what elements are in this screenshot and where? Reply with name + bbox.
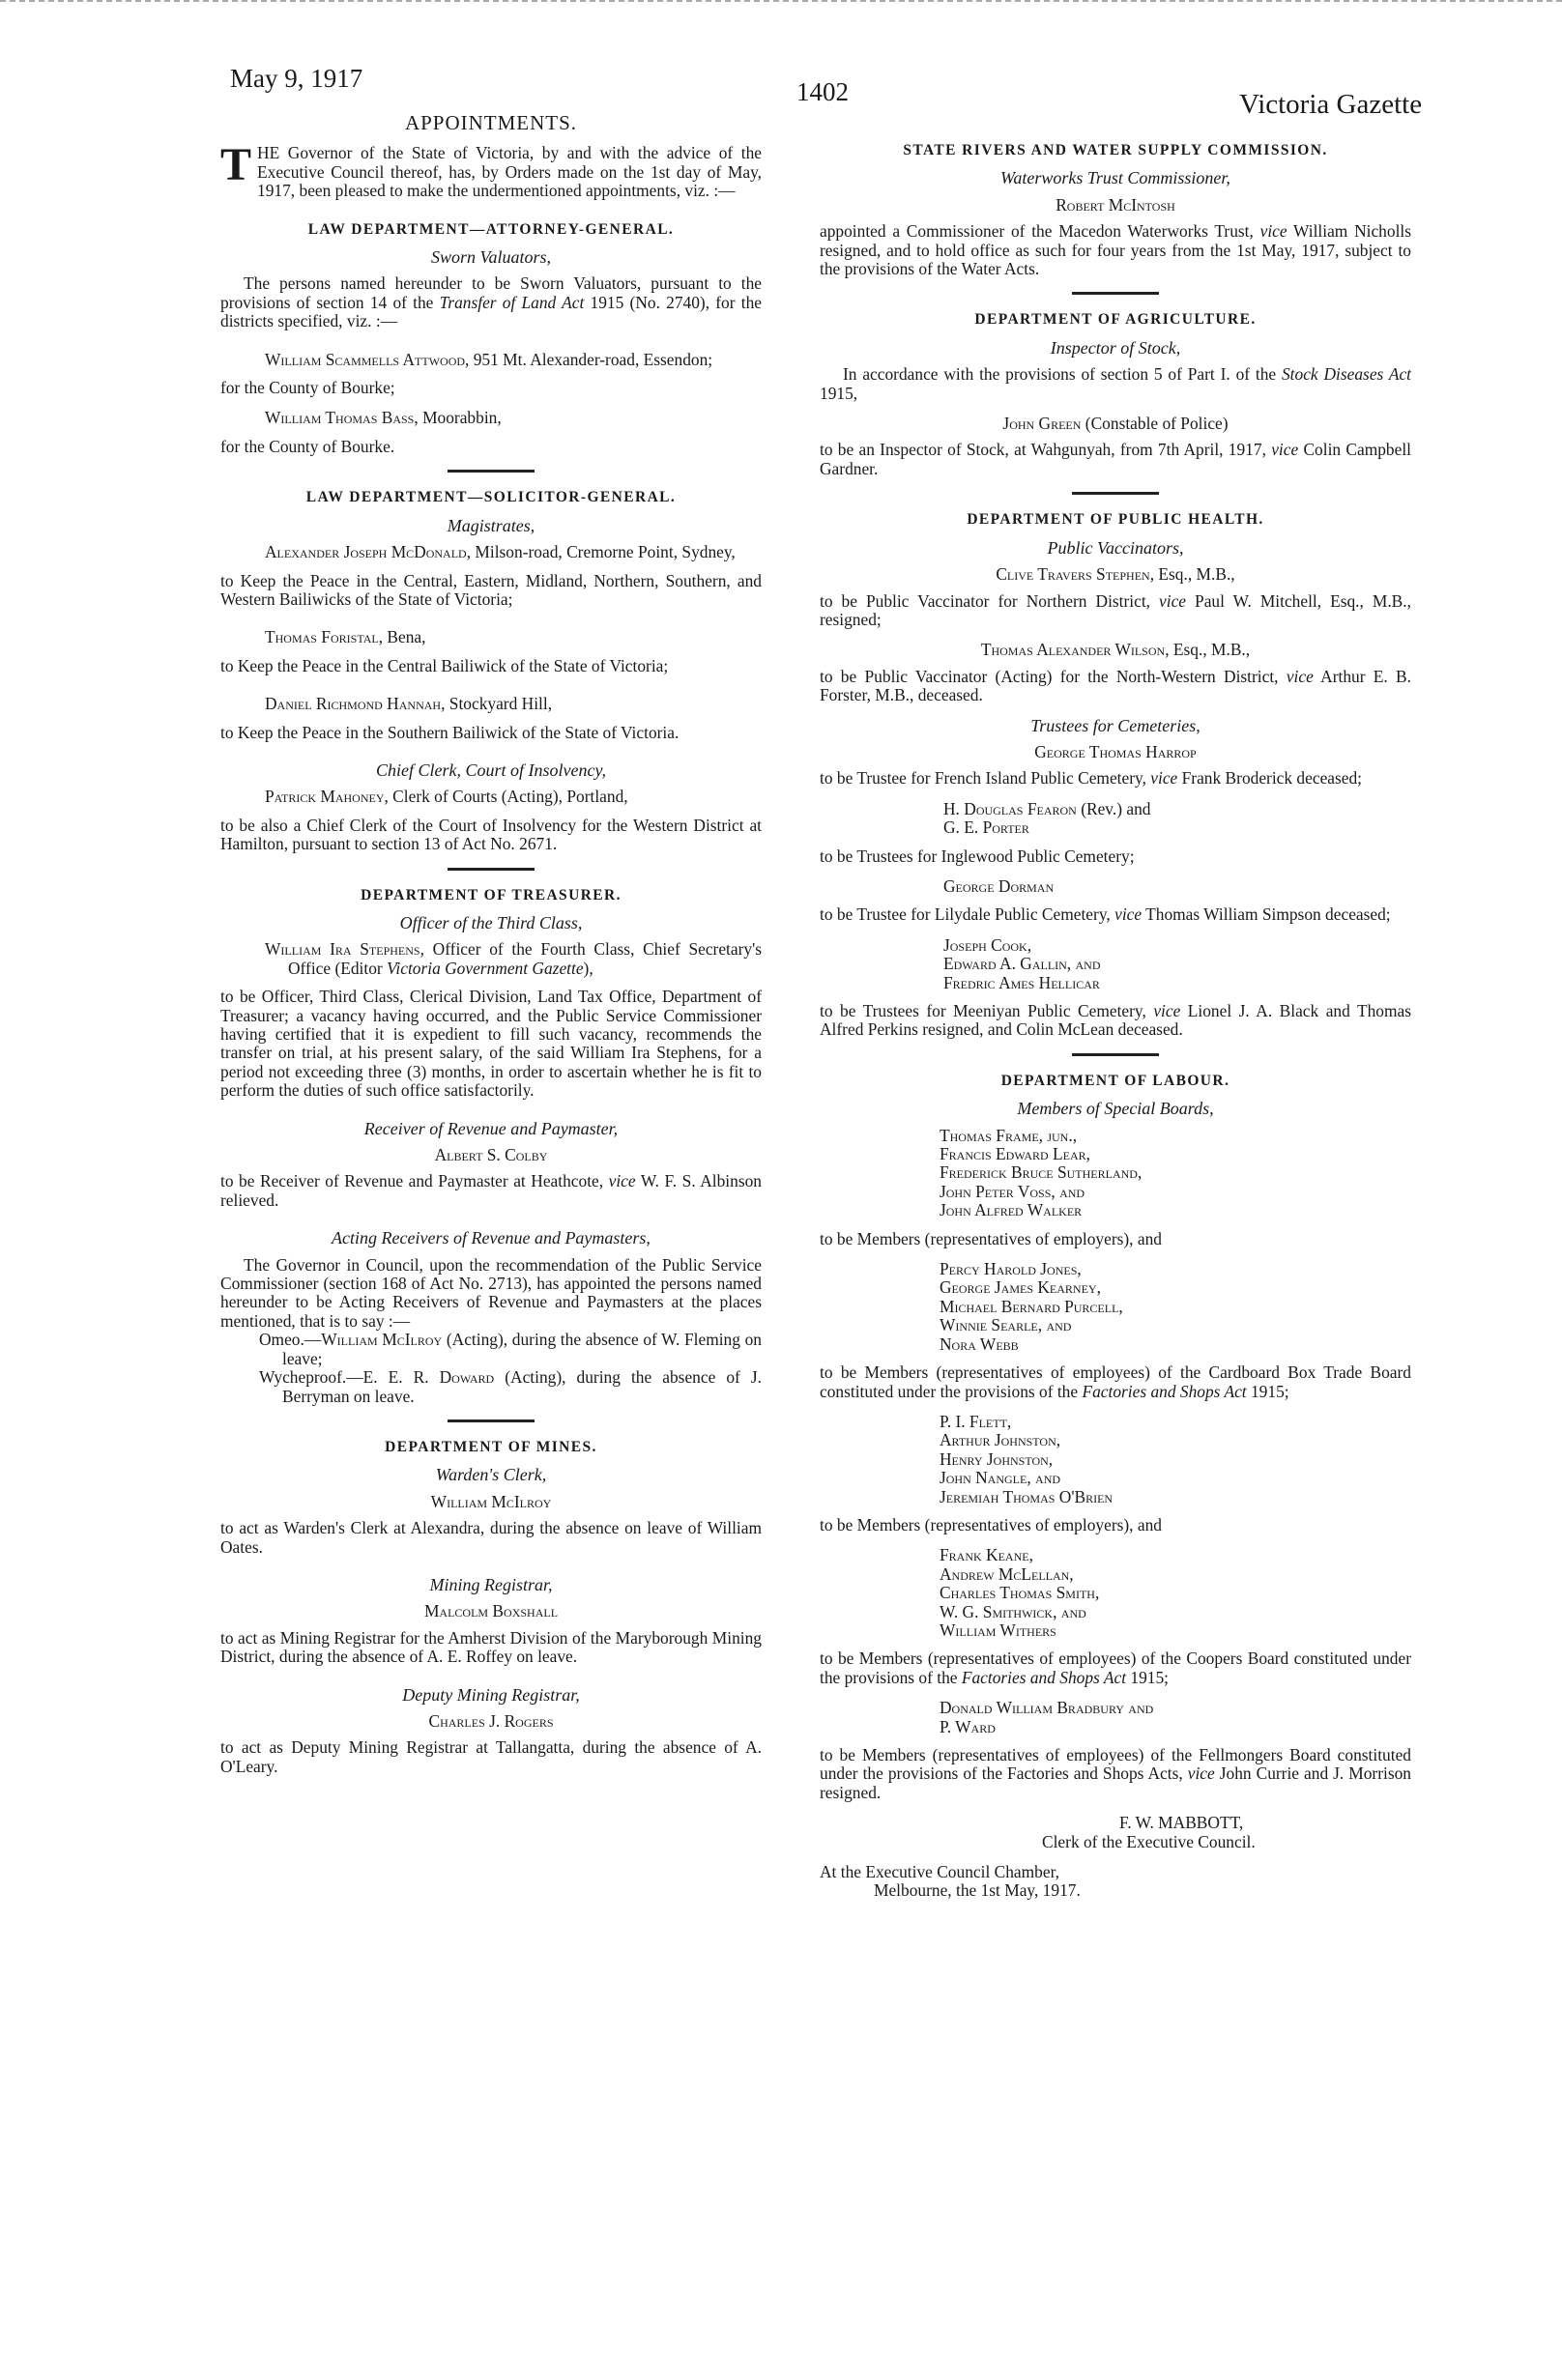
sub-acting-receivers: Acting Receivers of Revenue and Paymasters, (332, 1228, 651, 1248)
dept-solicitor-general: LAW DEPARTMENT—SOLICITOR-GENERAL. (305, 489, 677, 506)
inglewood-names: H. Douglas Fearon (Rev.) and G. E. Porter (943, 798, 1151, 838)
appointee-rogers: Charles J. Rogers (428, 1710, 554, 1731)
sub-receiver: Receiver of Revenue and Paymaster, (363, 1118, 619, 1138)
harrop-text: to be Trustee for French Island Public Cemetery, vice Frank Broderick deceased; (820, 768, 1363, 789)
group5-text: to be Members (representatives of employees) of the Fellmongers Board constituted under the provisions of the Factories and Shops Acts, vice John Currie and J. Morrison resigned. (820, 1745, 1411, 1802)
left-column (220, 111, 762, 1776)
appointee-mcilroy: William McIlroy (430, 1491, 552, 1511)
hannah-text: to Keep the Peace in the Southern Bailiwick of the State of Victoria. (220, 722, 680, 742)
sub-third-class: Officer of the Third Class, (399, 912, 583, 932)
stephens-text: to be Officer, Third Class, Clerical Division, Land Tax Office, Department of Treasurer; a vacancy having occurred, and the Public Service Commissioner having certified that it is expedient to fill such vacancy, recommends the transfer on trial, at his present salary, of the said William Ira Stephens, for a period not exceeding three (3) months, in order to ascertain whether he is fit to perform the duties of such office satisfactorily. (220, 987, 762, 1101)
mcintosh-text: appointed a Commissioner of the Macedon Waterworks Trust, vice William Nicholls resigned, and to hold office as such for four years from the 1st May, 1917, subject to the provisions of the Water Acts. (820, 221, 1411, 279)
appointee-colby: Albert S. Colby (434, 1145, 548, 1165)
signatory-role: Clerk of the Executive Council. (1042, 1831, 1256, 1851)
group5-names: Donald William Bradbury and P. Ward (940, 1698, 1154, 1736)
intro-paragraph: THE Governor of the State of Victoria, by and with the advice of the Executive Council thereof, has, by Orders made on the 1st day of May, 1917, been pleased to make the undermentioned appointments, viz. :— (220, 139, 762, 201)
appointee-mcdonald: Alexander Joseph McDonald, Milson-road, Cremorne Point, Sydney, (265, 542, 736, 562)
dept-treasurer: DEPARTMENT OF TREASURER. (361, 886, 622, 903)
group2-names: Percy Harold Jones, George James Kearney, Michael Bernard Purcell, Winnie Searle, and Nora Webb (940, 1259, 1123, 1354)
sub-mining-registrar: Mining Registrar, (429, 1574, 553, 1594)
appointments-heading: APPOINTMENTS. (404, 111, 578, 134)
appointee-harrop: George Thomas Harrop (1034, 741, 1197, 761)
group4-names: Frank Keane, Andrew McLellan, Charles Thomas Smith, W. G. Smithwick, and William Withers (940, 1545, 1100, 1640)
mcdonald-text: to Keep the Peace in the Central, Eastern, Midland, Northern, Southern, and Western Bailiwicks of the State of Victoria; (220, 570, 762, 609)
appointee-stephens: William Ira Stephens, Officer of the Fourth Class, Chief Secretary's Office (Editor Victoria Government Gazette), (265, 939, 762, 978)
section-divider (1072, 1053, 1159, 1056)
section-divider (448, 1419, 535, 1422)
appointee-bass: William Thomas Bass, Moorabbin, (265, 408, 502, 428)
dept-state-rivers: STATE RIVERS AND WATER SUPPLY COMMISSION. (903, 142, 1328, 158)
boxshall-text: to act as Mining Registrar for the Amherst Division of the Maryborough Mining District, during the absence of A. E. Roffey on leave. (220, 1627, 762, 1667)
dept-mines: DEPARTMENT OF MINES. (385, 1438, 597, 1455)
stephen-text: to be Public Vaccinator for Northern District, vice Paul W. Mitchell, Esq., M.B., resigned; (820, 590, 1411, 629)
drop-cap: T (220, 139, 252, 191)
header-date: May 9, 1917 (230, 64, 363, 93)
meeniyan-text: to be Trustees for Meeniyan Public Cemetery, vice Lionel J. A. Black and Thomas Alfred Perkins resigned, and Colin McLean deceased. (820, 1001, 1411, 1040)
sub-magistrates: Magistrates, (447, 515, 535, 535)
sub-inspector-stock: Inspector of Stock, (1050, 337, 1181, 358)
sub-wardens-clerk: Warden's Clerk, (435, 1465, 547, 1485)
colby-text: to be Receiver of Revenue and Paymaster at Heathcote, vice W. F. S. Albinson relieved. (220, 1171, 762, 1210)
mahoney-text: to be also a Chief Clerk of the Court of Insolvency for the Western District at Hamilton, pursuant to section 13 of Act No. 2671. (220, 815, 762, 854)
meeniyan-names: Joseph Cook, Edward A. Gallin, and Fredric Ames Hellicar (943, 934, 1101, 992)
foristal-text: to Keep the Peace in the Central Bailiwick of the State of Victoria; (220, 655, 669, 675)
acting-receivers-text: The Governor in Council, upon the recommendation of the Public Service Commissioner (section 168 of Act No. 2713), has appointed the persons named hereunder to be Acting Receivers of Revenue and Paymasters at the places mentioned, that is to say :— (220, 1254, 762, 1331)
appointee-boxshall: Malcolm Boxshall (423, 1601, 559, 1621)
group1-names: Thomas Frame, jun., Francis Edward Lear, Frederick Bruce Sutherland, John Peter Voss, and John Alfred Walker (940, 1125, 1143, 1220)
sub-sworn-valuators: Sworn Valuators, (430, 247, 552, 268)
section-divider (1072, 292, 1159, 295)
sub-waterworks: Waterworks Trust Commissioner, (1000, 168, 1230, 188)
appointee-mahoney: Patrick Mahoney, Clerk of Courts (Acting), Portland, (265, 787, 628, 807)
stock-intro: In accordance with the provisions of section 5 of Part I. of the Stock Diseases Act 1915, (820, 364, 1412, 403)
appointee-stephen: Clive Travers Stephen, Esq., M.B., (996, 564, 1235, 585)
wilson-text: to be Public Vaccinator (Acting) for the North-Western District, vice Arthur E. B. Forster, M.B., deceased. (820, 666, 1411, 705)
appointee-green: John Green (Constable of Police) (1002, 414, 1229, 434)
appointee-dorman: George Dorman (943, 875, 1055, 896)
sub-chief-clerk: Chief Clerk, Court of Insolvency, (376, 760, 606, 780)
group3-names: P. I. Flett, Arthur Johnston, Henry Johnston, John Nangle, and Jeremiah Thomas O'Brien (940, 1411, 1114, 1506)
appointee-wilson: Thomas Alexander Wilson, Esq., M.B., (980, 640, 1251, 660)
inglewood-text: to be Trustees for Inglewood Public Cemetery; (820, 846, 1135, 866)
dept-labour: DEPARTMENT OF LABOUR. (1000, 1072, 1230, 1089)
mcilroy-text: to act as Warden's Clerk at Alexandra, during the absence on leave of William Oates. (220, 1518, 762, 1557)
appointee-foristal: Thomas Foristal, Bena, (265, 627, 426, 647)
appointee-mcintosh: Robert McIntosh (1056, 194, 1175, 215)
page-number: 1402 (796, 77, 849, 106)
scan-edge-line (0, 0, 1562, 4)
section-divider (1072, 492, 1159, 495)
signatory-name: F. W. MABBOTT, (1119, 1813, 1244, 1833)
attwood-county: for the County of Bourke; (220, 378, 395, 398)
dept-attorney-general: LAW DEPARTMENT—ATTORNEY-GENERAL. (307, 220, 675, 238)
dept-public-health: DEPARTMENT OF PUBLIC HEALTH. (967, 511, 1264, 529)
section-divider (448, 868, 535, 871)
signing-date: Melbourne, the 1st May, 1917. (874, 1880, 1081, 1901)
group2-text: to be Members (representatives of employees) of the Cardboard Box Trade Board constituted under the provisions of the Factories and Shops Act 1915; (820, 1362, 1411, 1401)
group3-text: to be Members (representatives of employers), and (820, 1514, 1162, 1534)
signing-place: At the Executive Council Chamber, (820, 1862, 1060, 1882)
sub-cemeteries: Trustees for Cemeteries, (1030, 715, 1200, 735)
dorman-text: to be Trustee for Lilydale Public Cemetery, vice Thomas William Simpson deceased; (820, 904, 1391, 925)
dept-agriculture: DEPARTMENT OF AGRICULTURE. (974, 311, 1257, 329)
gazette-title: Victoria Gazette (1239, 89, 1423, 120)
section-divider (448, 470, 535, 473)
group1-text: to be Members (representatives of employers), and (820, 1228, 1162, 1248)
group4-text: to be Members (representatives of employees) of the Coopers Board constituted under the provisions of the Factories and Shops Act 1915; (820, 1649, 1411, 1687)
rogers-text: to act as Deputy Mining Registrar at Tallangatta, during the absence of A. O'Leary. (220, 1737, 762, 1776)
green-text: to be an Inspector of Stock, at Wahgunyah, from 7th April, 1917, vice Colin Campbell Gardner. (820, 440, 1411, 478)
valuators-text: The persons named hereunder to be Sworn Valuators, pursuant to the provisions of section 14 of the Transfer of Land Act 1915 (No. 2740), for the districts specified, viz. :— (220, 273, 762, 331)
appointee-hannah: Daniel Richmond Hannah, Stockyard Hill, (265, 694, 553, 714)
sub-special-boards: Members of Special Boards, (1017, 1099, 1214, 1119)
wycheproof-entry: Wycheproof.—E. E. R. Doward (Acting), during the absence of J. Berryman on leave. (259, 1367, 762, 1406)
sub-vaccinators: Public Vaccinators, (1047, 537, 1184, 558)
right-column (820, 141, 1411, 1901)
omeo-entry: Omeo.—William McIlroy (Acting), during the absence of W. Fleming on leave; (259, 1330, 762, 1368)
appointee-attwood: William Scammells Attwood, 951 Mt. Alexander-road, Essendon; (265, 349, 713, 369)
bass-county: for the County of Bourke. (220, 436, 395, 456)
sub-deputy-registrar: Deputy Mining Registrar, (402, 1684, 580, 1705)
